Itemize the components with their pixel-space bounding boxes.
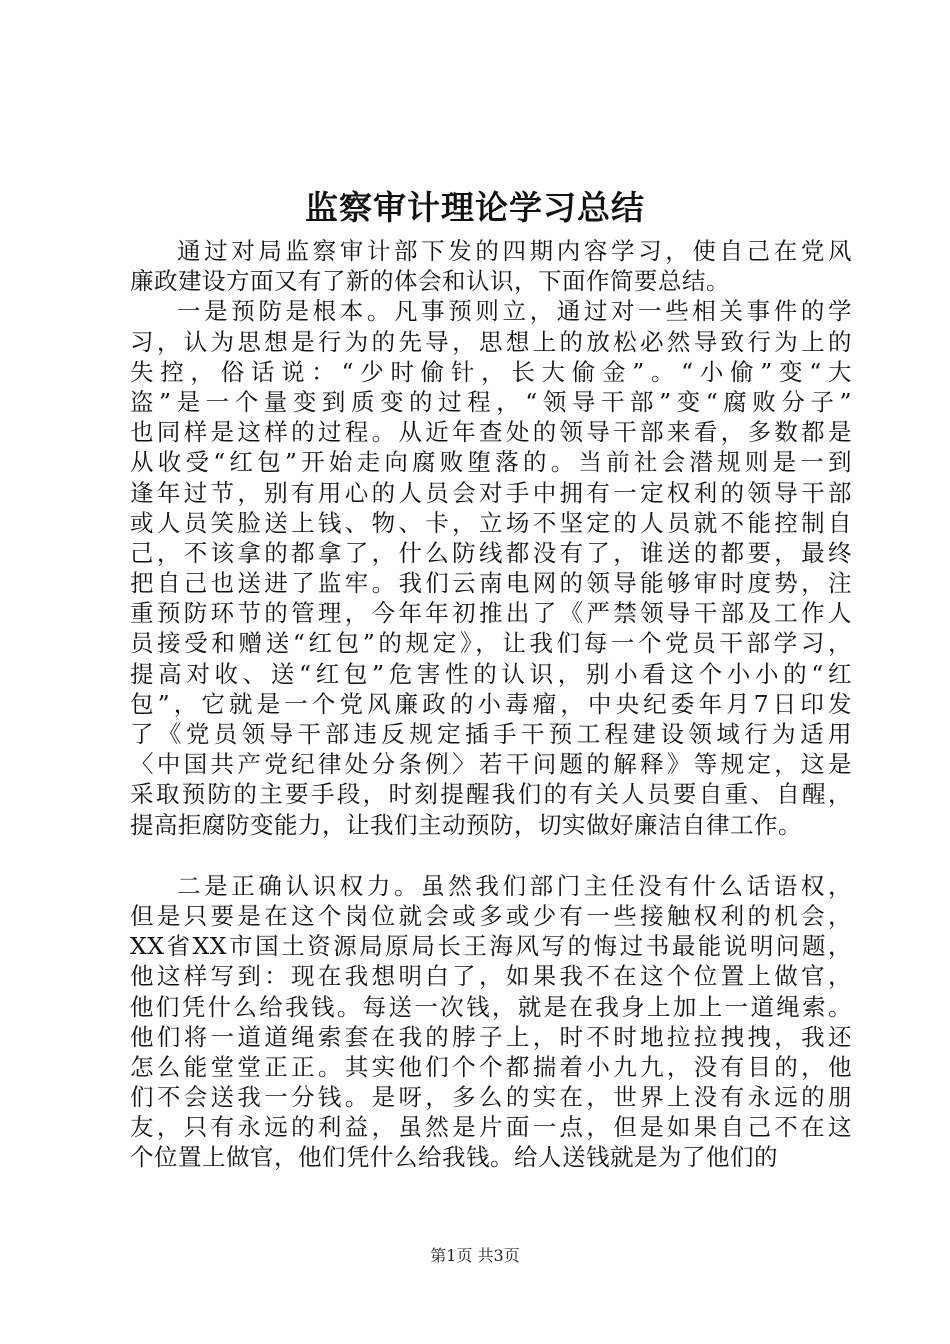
text-line: 盗”是一个量变到质变的过程，“领导干部”变“腐败分子” (130, 387, 852, 416)
paragraph-prevention (130, 296, 852, 839)
paragraph-intro (130, 236, 852, 296)
page-footer: 第1页 共3页 (430, 1246, 520, 1265)
text-line: 廉政建设方面又有了新的体会和认识，下面作简要总结。 (130, 267, 730, 296)
document-title: 监察审计理论学习总结 (305, 188, 645, 227)
text-line: 重预防环节的管理，今年年初推出了《严禁领导干部及工作人 (130, 599, 852, 628)
paragraph-power (130, 871, 852, 1173)
text-line: 习，认为思想是行为的先导，思想上的放松必然导致行为上的 (130, 327, 852, 356)
paragraph-gap (130, 840, 852, 871)
text-line: 怎么能堂堂正正。其实他们个个都揣着小九九，没有目的，他 (130, 1052, 852, 1081)
text-line: 提高对收、送“红包”危害性的认识，别小看这个小小的“红 (130, 659, 852, 688)
text-line: 把自己也送进了监牢。我们云南电网的领导能够审时度势，注 (130, 569, 852, 598)
text-line: 己，不该拿的都拿了，什么防线都没有了，谁送的都要，最终 (130, 538, 852, 567)
text-line: 提高拒腐防变能力，让我们主动预防，切实做好廉洁自律工作。 (130, 810, 802, 839)
text-line: 他们凭什么给我钱。每送一次钱，就是在我身上加上一道绳索。 (130, 992, 852, 1021)
text-line: 采取预防的主要手段，时刻提醒我们的有关人员要自重、自醒， (130, 780, 852, 809)
text-line: 员接受和赠送“红包”的规定》，让我们每一个党员干部学习， (130, 629, 852, 658)
text-line: 一是预防是根本。凡事预则立，通过对一些相关事件的学 (177, 297, 852, 326)
text-line: 了《党员领导干部违反规定插手干预工程建设领域行为适用 (130, 720, 852, 748)
text-line: 或人员笑脸送上钱、物、卡，立场不坚定的人员就不能控制自 (130, 508, 852, 537)
text-line: 通过对局监察审计部下发的四期内容学习，使自己在党风 (177, 237, 852, 265)
text-line: XX省XX市国土资源局原局长王海风写的悔过书最能说明问题， (130, 932, 852, 961)
text-line: 失控，俗话说：“少时偷针，长大偷金”。“小偷”变“大 (130, 357, 852, 386)
text-line: 但是只要是在这个岗位就会或多或少有一些接触权利的机会， (130, 901, 852, 930)
text-line: 从收受“红包”开始走向腐败堕落的。当前社会潜规则是一到 (130, 448, 852, 477)
text-line: 个位置上做官，他们凭什么给我钱。给人送钱就是为了他们的 (130, 1143, 778, 1172)
text-line: 们不会送我一分钱。是呀，多么的实在，世界上没有永远的朋 (130, 1083, 852, 1112)
text-line: 二是正确认识权力。虽然我们部门主任没有什么话语权， (177, 871, 852, 900)
text-line: 他这样写到：现在我想明白了，如果我不在这个位置上做官， (130, 962, 852, 991)
text-line: 包”，它就是一个党风廉政的小毒瘤，中央纪委年月7日印发 (130, 689, 852, 718)
text-line: 友，只有永远的利益，虽然是片面一点，但是如果自己不在这 (130, 1113, 852, 1142)
text-line: 也同样是这样的过程。从近年查处的领导干部来看，多数都是 (130, 418, 852, 447)
text-line: 逢年过节，别有用心的人员会对手中拥有一定权利的领导干部 (130, 478, 852, 507)
text-line: 〈中国共产党纪律处分条例〉若干问题的解释》等规定，这是 (130, 750, 852, 779)
text-line: 他们将一道道绳索套在我的脖子上，时不时地拉拉拽拽，我还 (130, 1022, 852, 1051)
document-body (130, 236, 852, 1173)
